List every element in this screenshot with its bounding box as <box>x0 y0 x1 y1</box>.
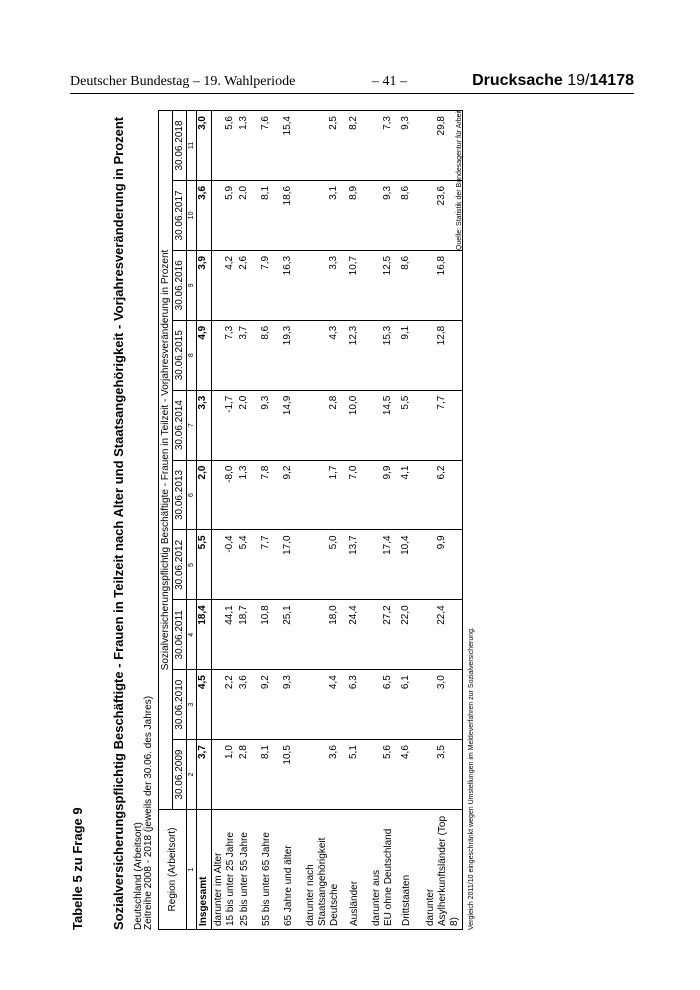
row-label-line: darunter aus <box>371 869 382 926</box>
value-cell: 14,9 <box>282 390 304 460</box>
value-cell: 8,1 <box>260 180 282 250</box>
value-cell: 3,5 <box>424 740 463 810</box>
row-label-line: 65 Jahre und älter <box>283 845 294 926</box>
source-note: Quelle: Statistik der Bundesagentur für Arbeit <box>456 110 463 251</box>
table-row <box>282 111 304 930</box>
value-cell: 3,0 <box>197 111 212 181</box>
value-cell: 15,4 <box>282 111 304 181</box>
value-cell: 2,0 <box>238 180 260 250</box>
value-cell: 5,1 <box>348 740 370 810</box>
value-cell: 22,0 <box>400 600 424 670</box>
value-cell: 4,3 <box>304 320 348 390</box>
row-label <box>282 810 304 930</box>
region-header: Region (Arbeitsort) <box>159 810 187 930</box>
value-cell: 17,4 <box>370 530 400 600</box>
value-cell: 2,0 <box>238 390 260 460</box>
value-cell: 6,1 <box>400 670 424 740</box>
table-row <box>212 111 239 930</box>
meta-region: Deutschland (Arbeitsort) <box>133 822 144 930</box>
value-cell: 10,5 <box>282 740 304 810</box>
value-cell: 7,0 <box>348 460 370 530</box>
value-cell: 44,1 <box>212 600 239 670</box>
date-header: 30.06.2016 <box>173 250 187 320</box>
value-cell: 2,2 <box>212 670 239 740</box>
value-cell: 7,9 <box>260 250 282 320</box>
column-number: 6 <box>187 460 197 530</box>
rotated-content <box>70 110 480 930</box>
date-header: 30.06.2010 <box>173 670 187 740</box>
value-cell: 7,3 <box>212 320 239 390</box>
value-cell: 2,0 <box>197 460 212 530</box>
value-cell: 5,4 <box>238 530 260 600</box>
value-cell: 8,6 <box>400 250 424 320</box>
value-cell: 2,6 <box>238 250 260 320</box>
column-number: 4 <box>187 600 197 670</box>
value-cell: 17,0 <box>282 530 304 600</box>
column-number-row <box>187 111 197 930</box>
value-cell: 25,1 <box>282 600 304 670</box>
value-cell: 9,3 <box>370 180 400 250</box>
value-cell: 2,5 <box>304 111 348 181</box>
row-label <box>424 810 463 930</box>
value-cell: 16,8 <box>424 250 463 320</box>
value-cell: 7,6 <box>260 111 282 181</box>
row-label <box>370 810 400 930</box>
value-cell: 15,3 <box>370 320 400 390</box>
value-cell: 4,1 <box>400 460 424 530</box>
date-header: 30.06.2013 <box>173 460 187 530</box>
row-label <box>212 810 239 930</box>
value-cell: 9,2 <box>282 460 304 530</box>
value-cell: 6,5 <box>370 670 400 740</box>
header-left: Deutscher Bundestag – 19. Wahlperiode <box>70 74 296 89</box>
data-table <box>158 110 463 930</box>
value-cell: 9,3 <box>400 111 424 181</box>
row-label <box>197 810 212 930</box>
value-cell: 13,7 <box>348 530 370 600</box>
value-cell: 2,8 <box>304 390 348 460</box>
table-row <box>197 111 212 930</box>
value-cell: 18,6 <box>282 180 304 250</box>
value-cell: 3,0 <box>424 670 463 740</box>
table-label: Tabelle 5 zu Frage 9 <box>70 807 85 930</box>
value-cell: 10,8 <box>260 600 282 670</box>
row-label <box>348 810 370 930</box>
row-label-line: Staatsangehörigkeit <box>317 837 328 926</box>
value-cell: 14,5 <box>370 390 400 460</box>
group-header: Sozialversicherungspflichtig Beschäftigte - Frauen in Teilzeit - Vorjahresveränderung in Prozent <box>159 111 173 810</box>
value-cell: 12,3 <box>348 320 370 390</box>
value-cell: 8,6 <box>260 320 282 390</box>
value-cell: 3,6 <box>304 740 348 810</box>
row-label <box>400 810 424 930</box>
value-cell: 4,9 <box>197 320 212 390</box>
value-cell: 12,5 <box>370 250 400 320</box>
value-cell: 5,6 <box>370 740 400 810</box>
value-cell: 3,6 <box>197 180 212 250</box>
row-label-line: Asylherkunftsländer (Top 8) <box>437 815 460 926</box>
page-header <box>70 74 634 94</box>
value-cell: 18,4 <box>197 600 212 670</box>
value-cell: 4,5 <box>197 670 212 740</box>
table-row <box>304 111 348 930</box>
value-cell: 3,9 <box>197 250 212 320</box>
value-cell: -0,4 <box>212 530 239 600</box>
row-label-line: 25 bis unter 55 Jahre <box>239 832 250 926</box>
header-right <box>472 72 634 90</box>
value-cell: 7,8 <box>260 460 282 530</box>
date-header: 30.06.2018 <box>173 111 187 181</box>
value-cell: 18,0 <box>304 600 348 670</box>
table-title: Sozialversicherungspflichtig Beschäftigte - Frauen in Teilzeit nach Alter und Staatsangehörigkeit - Vorjahresveränderung in Prozent <box>111 116 126 930</box>
value-cell: 9,9 <box>370 460 400 530</box>
value-cell: 1,7 <box>304 460 348 530</box>
value-cell: 5,5 <box>400 390 424 460</box>
value-cell: 7,3 <box>370 111 400 181</box>
date-header-row <box>173 111 187 930</box>
header-doc-word: Drucksache <box>472 72 563 89</box>
column-number: 2 <box>187 740 197 810</box>
column-number: 10 <box>187 180 197 250</box>
column-number: 5 <box>187 530 197 600</box>
value-cell: 6,2 <box>424 460 463 530</box>
value-cell: 24,4 <box>348 600 370 670</box>
row-label-line: Ausländer <box>349 880 360 926</box>
value-cell: 12,8 <box>424 320 463 390</box>
row-label-line: 55 bis unter 65 Jahre <box>261 832 272 926</box>
value-cell: 6,3 <box>348 670 370 740</box>
value-cell: 23,6 <box>424 180 463 250</box>
value-cell: 3,1 <box>304 180 348 250</box>
value-cell: 4,4 <box>304 670 348 740</box>
value-cell: 1,0 <box>212 740 239 810</box>
value-cell: 18,7 <box>238 600 260 670</box>
column-number: 9 <box>187 250 197 320</box>
value-cell: 1,3 <box>238 111 260 181</box>
header-doc-series: 19/ <box>562 72 590 89</box>
value-cell: 9,3 <box>282 670 304 740</box>
value-cell: 3,7 <box>197 740 212 810</box>
date-header: 30.06.2011 <box>173 600 187 670</box>
value-cell: 27,2 <box>370 600 400 670</box>
row-label-line: Deutsche <box>329 883 340 926</box>
value-cell: 8,2 <box>348 111 370 181</box>
header-rule <box>70 93 634 94</box>
date-header: 30.06.2015 <box>173 320 187 390</box>
value-cell: -8,0 <box>212 460 239 530</box>
value-cell: 8,6 <box>400 180 424 250</box>
row-label <box>238 810 260 930</box>
value-cell: 22,4 <box>424 600 463 670</box>
row-label-line: Drittstaaten <box>401 874 412 926</box>
value-cell: 3,3 <box>197 390 212 460</box>
row-label <box>260 810 282 930</box>
value-cell: 1,3 <box>238 460 260 530</box>
column-number: 11 <box>187 111 197 181</box>
value-cell: 3,3 <box>304 250 348 320</box>
column-number: 8 <box>187 320 197 390</box>
date-header: 30.06.2017 <box>173 180 187 250</box>
header-doc-number: 14178 <box>589 72 634 89</box>
value-cell: 5,6 <box>212 111 239 181</box>
value-cell: 4,2 <box>212 250 239 320</box>
table-row <box>238 111 260 930</box>
date-header: 30.06.2009 <box>173 740 187 810</box>
value-cell: 5,9 <box>212 180 239 250</box>
column-number: 7 <box>187 390 197 460</box>
value-cell: 19,3 <box>282 320 304 390</box>
column-number: 3 <box>187 670 197 740</box>
row-label-line: EU ohne Deutschland <box>383 828 394 926</box>
page-number: – 41 – <box>372 74 407 89</box>
row-label <box>304 810 348 930</box>
value-cell: 2,8 <box>238 740 260 810</box>
value-cell: 4,6 <box>400 740 424 810</box>
value-cell: 9,3 <box>260 390 282 460</box>
table-row <box>348 111 370 930</box>
value-cell: 10,0 <box>348 390 370 460</box>
table-row <box>370 111 400 930</box>
column-number: 1 <box>187 810 197 930</box>
value-cell: 3,7 <box>238 320 260 390</box>
value-cell: 29,8 <box>424 111 463 181</box>
row-label-line: darunter nach <box>305 864 316 926</box>
value-cell: 5,5 <box>197 530 212 600</box>
value-cell: -1,7 <box>212 390 239 460</box>
footnote: Vergleich 2011/10 eingeschränkt wegen Umstellungen im Meldeverfahren zur Sozialversicherung. <box>468 627 475 930</box>
value-cell: 9,9 <box>424 530 463 600</box>
value-cell: 7,7 <box>260 530 282 600</box>
value-cell: 16,3 <box>282 250 304 320</box>
table-row <box>400 111 424 930</box>
row-label-line: darunter im Alter <box>213 852 224 926</box>
meta-timespan: Zeitreihe 2008 - 2018 (jeweils der 30.06. des Jahres) <box>143 695 154 930</box>
value-cell: 8,9 <box>348 180 370 250</box>
value-cell: 10,7 <box>348 250 370 320</box>
date-header: 30.06.2012 <box>173 530 187 600</box>
value-cell: 9,1 <box>400 320 424 390</box>
value-cell: 5,0 <box>304 530 348 600</box>
value-cell: 8,1 <box>260 740 282 810</box>
date-header: 30.06.2014 <box>173 390 187 460</box>
value-cell: 7,7 <box>424 390 463 460</box>
value-cell: 9,2 <box>260 670 282 740</box>
row-label-line: darunter <box>425 888 436 926</box>
value-cell: 10,4 <box>400 530 424 600</box>
row-label-line: Insgesamt <box>198 876 209 926</box>
row-label-line: 15 bis unter 25 Jahre <box>225 832 236 926</box>
value-cell: 3,6 <box>238 670 260 740</box>
table-body <box>197 111 463 930</box>
table-row <box>260 111 282 930</box>
